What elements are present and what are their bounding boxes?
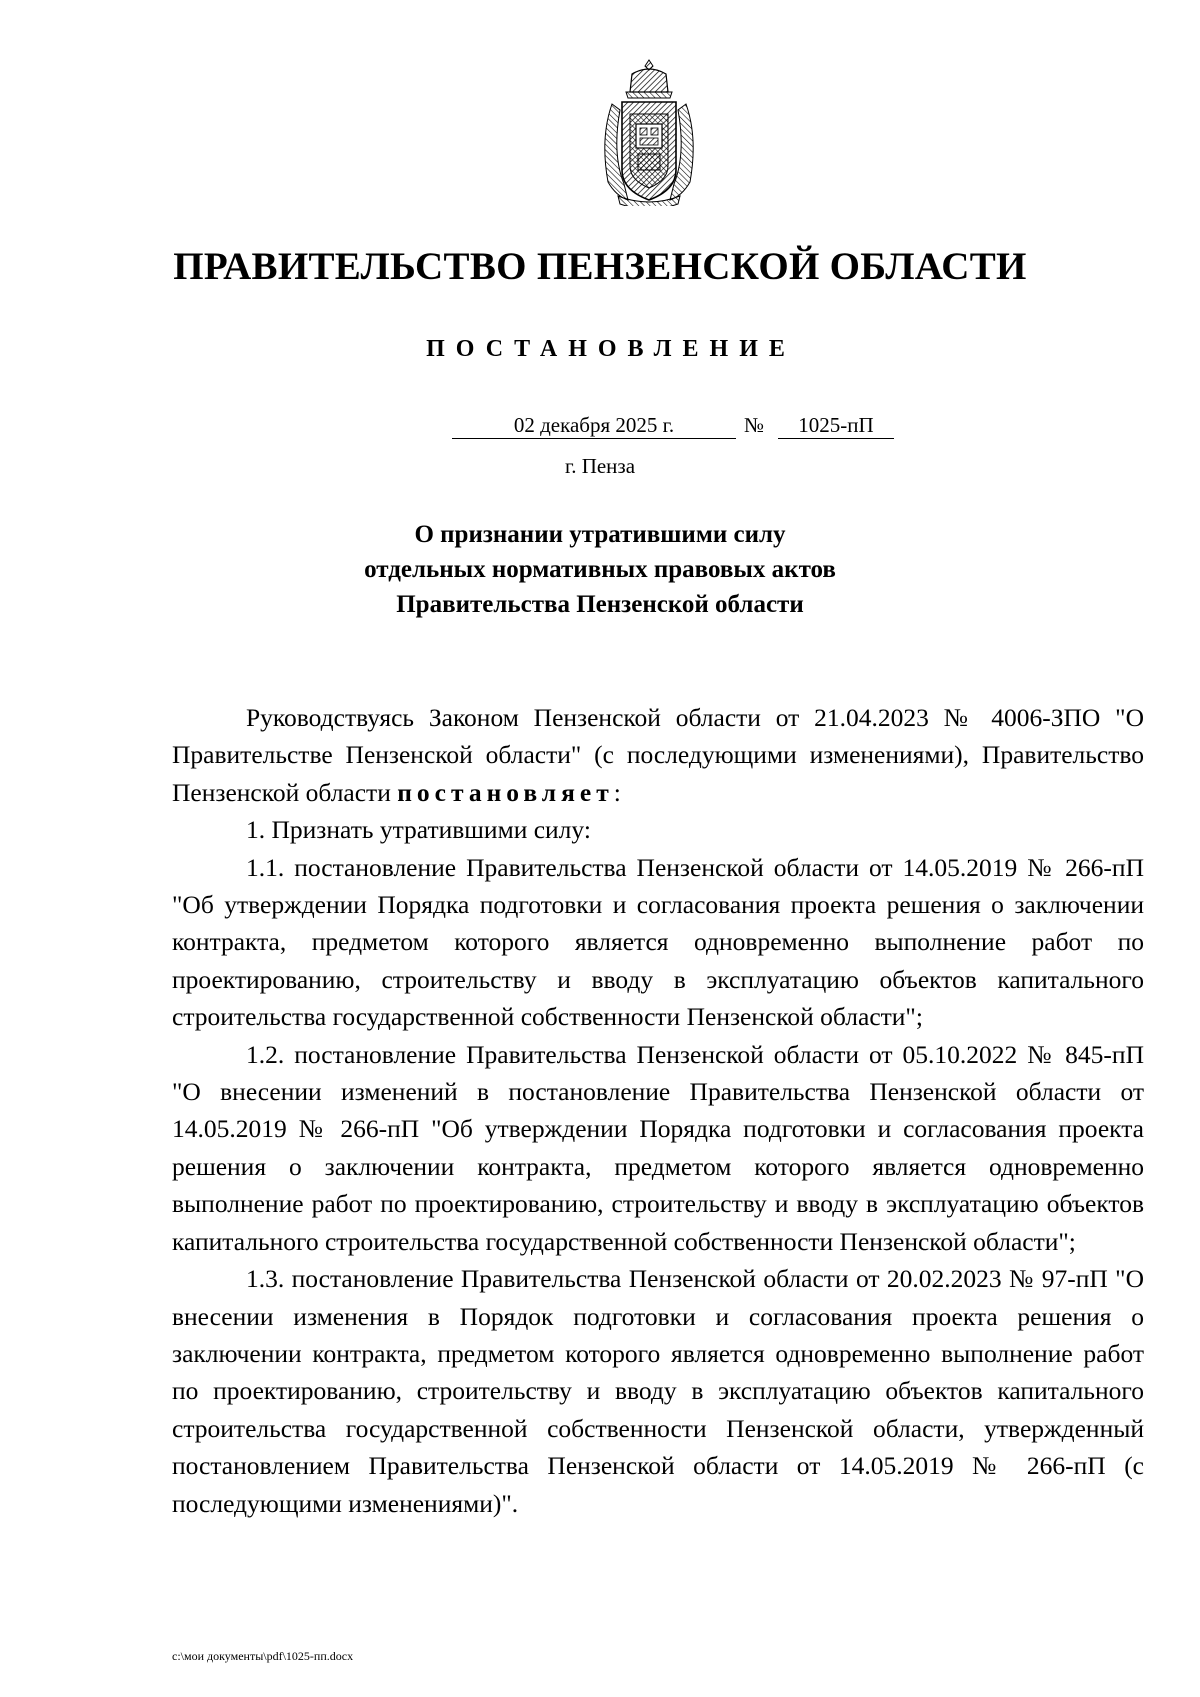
item-1: 1. Признать утратившими силу:: [246, 815, 591, 845]
number-sign: №: [744, 413, 765, 437]
file-path-footer: c:\мои документы\pdf\1025-пп.docx: [172, 1649, 354, 1663]
decree-punct: :: [613, 777, 621, 807]
item-1-3: 1.3. постановление Правительства Пензенской области от 20.02.2023 № 97-пП "О внесении изменения в Порядок подготовки и согласования проекта решения о заключении контракта, предметом которого является одновременно выполнение работ по проектированию, строительству и вводу в эксплуатацию объектов капитального строительства государственной собственности Пензенской области, утвержденный постановлением Правительства Пензенской области от 14.05.2019 № 266-пП (с последующими изменениями)".: [172, 1264, 1144, 1518]
intro-text: Руководствуясь Законом Пензенской области от 21.04.2023 № 4006-ЗПО "О Правительстве Пензенской области" (с последующими изменениями), Правительство Пензенской области: [172, 703, 1144, 807]
subject-line-1: О признании утратившими силу: [414, 521, 786, 548]
item-1-1: 1.1. постановление Правительства Пензенской области от 14.05.2019 № 266-пП "Об утверждении Порядка подготовки и согласования проекта решения о заключении контракта, предметом которого является одновременно выполнение работ по проектированию, строительству и вводу в эксплуатацию объектов капитального строительства государственной собственности Пензенской области";: [172, 852, 1144, 1032]
document-subject: [0, 517, 1200, 622]
document-body: [172, 699, 1144, 1522]
document-date: 02 декабря 2025 г.: [452, 412, 736, 439]
coat-of-arms-emblem: [598, 58, 700, 206]
document-number: 1025-пП: [778, 412, 894, 439]
intro-paragraph: [172, 699, 1144, 811]
decree-word: постановляет: [397, 777, 614, 807]
city: г. Пенза: [564, 454, 636, 478]
subject-line-2: отдельных нормативных правовых актов: [364, 556, 836, 583]
item-1-2: 1.2. постановление Правительства Пензенской области от 05.10.2022 № 845-пП "О внесении изменений в постановление Правительства Пензенской области от 14.05.2019 № 266-пП "Об утверждении Порядка подготовки и согласования проекта решения о заключении контракта, предметом которого является одновременно выполнение работ по проектированию, строительству и вводу в эксплуатацию объектов капитального строительства государственной собственности Пензенской области";: [172, 1039, 1144, 1256]
organization-title: ПРАВИТЕЛЬСТВО ПЕНЗЕНСКОЙ ОБЛАСТИ: [173, 245, 1027, 288]
document-type: ПОСТАНОВЛЕНИЕ: [426, 336, 796, 362]
subject-line-3: Правительства Пензенской области: [396, 591, 804, 618]
